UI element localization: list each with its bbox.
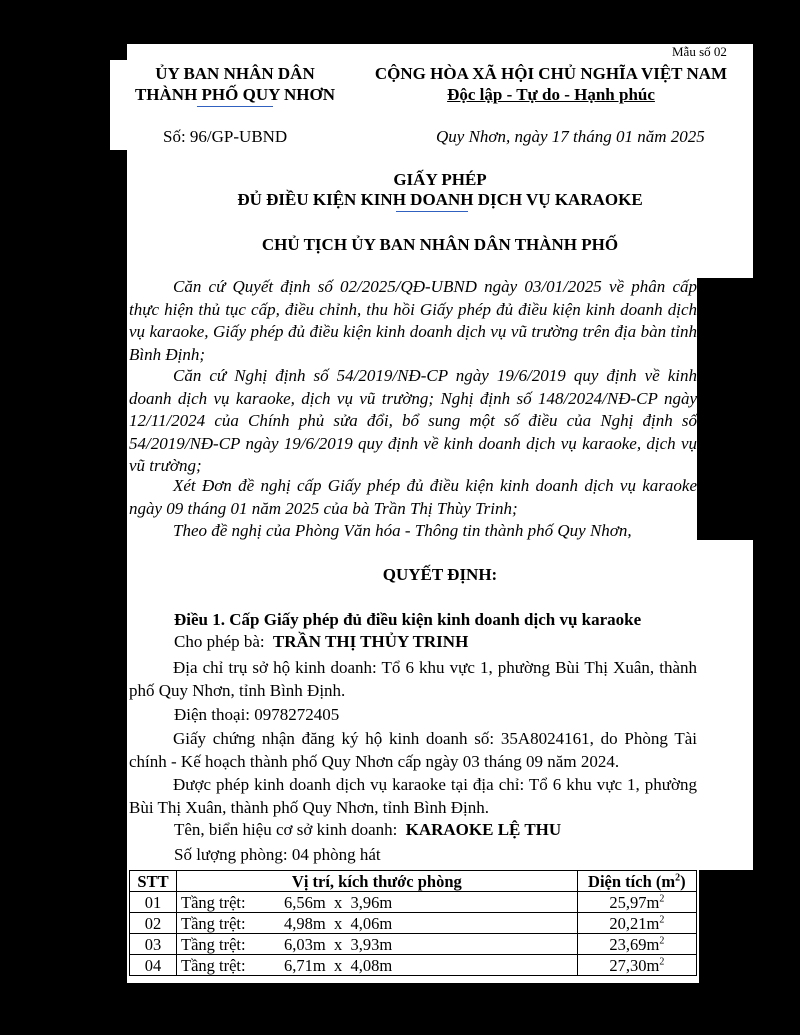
document-number: Số: 96/GP-UBND: [163, 127, 288, 146]
cell-stt: 03: [130, 934, 177, 955]
basis-paragraph-1: Căn cứ Quyết định số 02/2025/QĐ-UBND ngày 03/01/2025 về phân cấp thực hiện thủ tục cấp, điều chỉnh, thu hồi Giấy phép đủ điều kiện kinh doanh dịch vụ karaoke, Giấy phép đủ điều kiện kinh doanh dịch vụ vũ trường trên địa bàn tỉnh Bình Định;: [129, 277, 697, 364]
cell-size: 4,98m x 4,06m: [280, 913, 577, 934]
cell-floor: Tầng trệt:: [177, 892, 281, 913]
authority-line1: ỦY BAN NHÂN DÂN: [155, 64, 315, 83]
basis-paragraph-2: Căn cứ Nghị định số 54/2019/NĐ-CP ngày 19/6/2019 quy định về kinh doanh dịch vụ karaoke, dịch vụ vũ trường; Nghị định số 148/2024/NĐ-CP ngày 12/11/2024 của Chính phủ sửa đổi, bổ sung một số điều của Nghị định số 54/2019/NĐ-CP ngày 19/6/2019 quy định về kinh doanh dịch vụ karaoke, dịch vụ vũ trường;: [129, 366, 697, 475]
title-line2: ĐỦ ĐIỀU KIỆN KINH DOANH DỊCH VỤ KARAOKE: [237, 190, 643, 209]
phone-line: Điện thoại: 0978272405: [174, 705, 340, 724]
table-row: [130, 955, 697, 976]
cell-area: $27,30m^2$: [577, 955, 696, 976]
article1-heading: Điều 1. Cấp Giấy phép đủ điều kiện kinh doanh dịch vụ karaoke: [174, 610, 642, 629]
table-row: [130, 934, 697, 955]
header-stt: STT: [130, 871, 177, 892]
rooms-table: [129, 870, 697, 976]
form-number: Mẫu số 02: [672, 44, 727, 59]
cell-size: 6,03m x 3,93m: [280, 934, 577, 955]
cell-size: 6,56m x 3,96m: [280, 892, 577, 913]
address-paragraph: Địa chỉ trụ sở hộ kinh doanh: Tổ 6 khu vực 1, phường Bùi Thị Xuân, thành phố Quy Nhơn, tỉnh Bình Định.: [129, 658, 697, 700]
sign-label: Tên, biển hiệu cơ sở kinh doanh:: [174, 820, 398, 839]
cell-floor: Tầng trệt:: [177, 934, 281, 955]
header-area: Diện tích $(m^2)$: [577, 871, 696, 892]
cell-floor: Tầng trệt:: [177, 955, 281, 976]
nation-line1: CỘNG HÒA XÃ HỘI CHỦ NGHĨA VIỆT NAM: [374, 64, 728, 83]
nation-line2: Độc lập - Tự do - Hạnh phúc: [447, 85, 655, 104]
sign-name: KARAOKE LỆ THU: [405, 820, 562, 839]
table-row: [130, 892, 697, 913]
room-count: Số lượng phòng: 04 phòng hát: [174, 845, 381, 864]
authority-line2: THÀNH PHỐ QUY NHƠN: [134, 85, 336, 104]
cell-size: 6,71m x 4,08m: [280, 955, 577, 976]
registration-paragraph: Giấy chứng nhận đăng ký hộ kinh doanh số: 35A8024161, do Phòng Tài chính - Kế hoạch thành phố Quy Nhơn cấp ngày 03 tháng 09 năm 2024.: [129, 729, 697, 771]
basis-paragraph-4: Theo đề nghị của Phòng Văn hóa - Thông tin thành phố Quy Nhơn,: [173, 521, 632, 540]
authority-underline: [197, 106, 273, 107]
grantee-label: Cho phép bà:: [174, 632, 265, 651]
location-paragraph: Được phép kinh doanh dịch vụ karaoke tại địa chỉ: Tổ 6 khu vực 1, phường Bùi Thị Xuân, thành phố Quy Nhơn, tỉnh Bình Định.: [129, 775, 697, 817]
cell-area: $25,97m^2$: [577, 892, 696, 913]
title-line1: GIẤY PHÉP: [393, 170, 487, 189]
issuer-title: CHỦ TỊCH ỦY BAN NHÂN DÂN THÀNH PHỐ: [261, 235, 619, 254]
cell-stt: 04: [130, 955, 177, 976]
header-position: Vị trí, kích thước phòng: [177, 871, 578, 892]
cell-area: $23,69m^2$: [577, 934, 696, 955]
sign-line: [174, 820, 561, 840]
table-row: [130, 913, 697, 934]
grantee-line: [174, 632, 468, 652]
grantee-name: TRẦN THỊ THỦY TRINH: [272, 632, 469, 651]
place-date: Quy Nhơn, ngày 17 tháng 01 năm 2025: [436, 127, 705, 146]
table-header-row: [130, 871, 697, 892]
cell-floor: Tầng trệt:: [177, 913, 281, 934]
cell-stt: 02: [130, 913, 177, 934]
cell-stt: 01: [130, 892, 177, 913]
title-underline: [396, 211, 468, 212]
basis-paragraph-3: Xét Đơn đề nghị cấp Giấy phép đủ điều kiện kinh doanh dịch vụ karaoke ngày 09 tháng 01 năm 2025 của bà Trần Thị Thùy Trinh;: [129, 476, 697, 518]
decision-heading: QUYẾT ĐỊNH:: [382, 565, 498, 584]
cell-area: $20,21m^2$: [577, 913, 696, 934]
